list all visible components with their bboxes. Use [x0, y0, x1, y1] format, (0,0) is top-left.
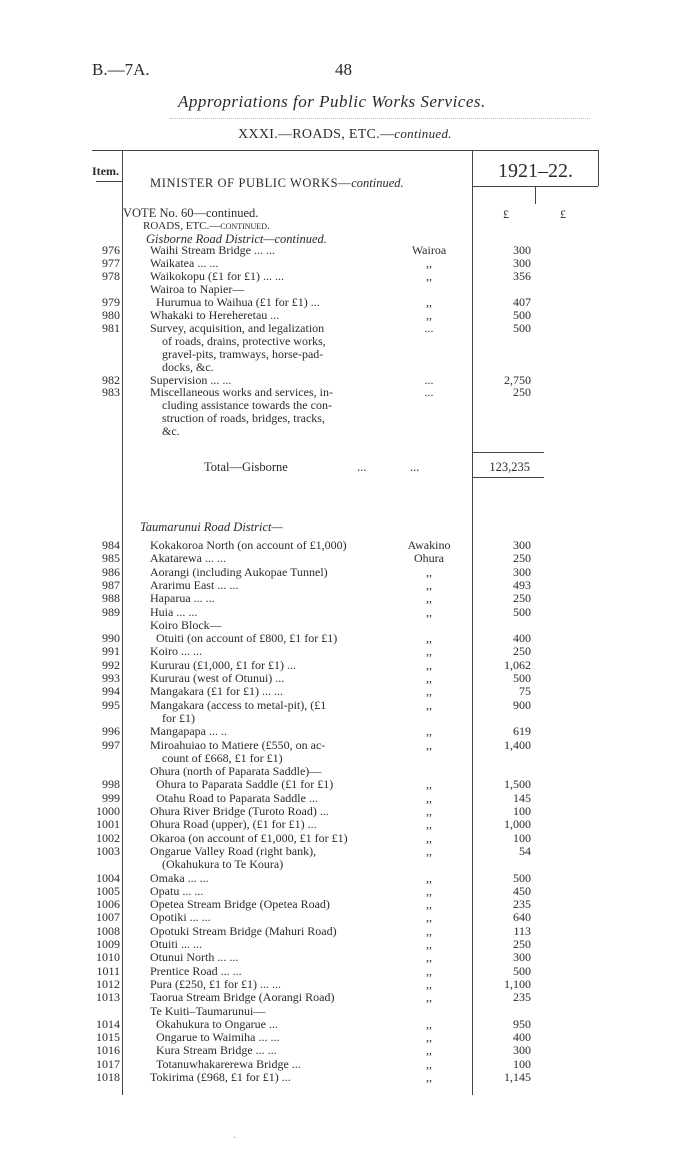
- table-row: [0, 632, 700, 644]
- item-location: ,,: [426, 724, 432, 739]
- item-description: Kokakoroa North (on account of £1,000): [150, 538, 347, 552]
- table-row: [0, 579, 700, 591]
- item-number: 1014: [96, 1016, 120, 1031]
- table-row: [0, 270, 700, 282]
- item-amount: 450: [513, 883, 531, 898]
- table-row: [0, 872, 700, 884]
- item-location: ,,: [426, 976, 432, 991]
- year-box-right-edge: [598, 150, 599, 186]
- item-number: 1015: [96, 1030, 120, 1045]
- item-amount: 900: [513, 697, 531, 712]
- table-row: [0, 399, 700, 411]
- item-description: Ohura (north of Paparata Saddle)—: [150, 764, 322, 779]
- item-amount: 300: [513, 950, 531, 965]
- item-amount: 300: [513, 255, 531, 270]
- item-number: 980: [102, 307, 120, 322]
- ministry-text: MINISTER OF PUBLIC WORKS—: [150, 176, 352, 190]
- table-row: [0, 606, 700, 618]
- item-amount: 500: [513, 307, 531, 322]
- table-row: [0, 858, 700, 870]
- item-description: Ohura to Paparata Saddle (£1 for £1): [156, 777, 334, 792]
- footnote-mark: ·: [233, 1133, 237, 1144]
- table-row: [0, 619, 700, 631]
- table-row: [0, 1058, 700, 1070]
- item-location: ,,: [426, 684, 432, 699]
- item-description: Mangapapa ... ..: [150, 724, 227, 739]
- table-row: [0, 1005, 700, 1017]
- item-description: Haparua ... ...: [150, 591, 215, 606]
- table-row: [0, 539, 700, 551]
- item-location: ,,: [426, 1070, 432, 1084]
- table-row: [0, 765, 700, 777]
- item-amount: 400: [513, 631, 531, 646]
- item-description: Miscellaneous works and services, in-: [150, 385, 333, 400]
- table-row: [0, 257, 700, 269]
- item-description: Te Kuiti–Taumarunui—: [150, 1003, 266, 1018]
- table-row: [0, 1018, 700, 1030]
- table-row: [0, 592, 700, 604]
- item-description: Waikokopu (£1 for £1) ... ...: [150, 268, 285, 283]
- item-location: ,,: [426, 671, 432, 685]
- item-description: Aorangi (including Aukopae Tunnel): [150, 564, 328, 579]
- table-row: [0, 898, 700, 910]
- item-amount: 407: [513, 294, 531, 309]
- item-number: 991: [102, 644, 120, 659]
- year-heading: 1921–22.: [498, 160, 573, 182]
- item-description: Waikatea ... ...: [150, 255, 219, 270]
- table-row: [0, 361, 700, 373]
- item-description: for £1): [162, 710, 195, 725]
- item-description: cluding assistance towards the con-: [162, 398, 332, 413]
- item-description: Koiro ... ...: [150, 644, 202, 659]
- item-number: 995: [102, 697, 120, 712]
- item-description: Opotuki Stream Bridge (Mahuri Road): [150, 923, 337, 938]
- ministry-heading: [150, 176, 404, 191]
- table-row: [0, 965, 700, 977]
- item-location: ,,: [426, 883, 432, 898]
- item-number: 978: [102, 268, 120, 283]
- item-description: Supervision ... ...: [150, 372, 232, 387]
- table-row: [0, 832, 700, 844]
- item-column-heading: Item.: [92, 164, 119, 178]
- item-amount: 100: [513, 830, 531, 845]
- table-row: [0, 792, 700, 804]
- item-number: 1017: [96, 1056, 120, 1071]
- item-amount: 1,100: [504, 976, 531, 991]
- item-amount: 145: [513, 790, 531, 805]
- item-number: 988: [102, 591, 120, 606]
- table-row: [0, 725, 700, 737]
- table-row: [0, 386, 700, 398]
- item-description: Okaroa (on account of £1,000, £1 for £1): [150, 830, 348, 845]
- item-amount: 500: [513, 604, 531, 619]
- item-number: 999: [102, 790, 120, 805]
- item-number: 1016: [96, 1043, 120, 1058]
- item-number: 977: [102, 255, 120, 270]
- gisborne-total-amount: 123,235: [489, 460, 530, 474]
- item-description: Okahukura to Ongarue ...: [156, 1016, 278, 1031]
- table-row: [0, 244, 700, 256]
- item-location: ,,: [426, 591, 432, 606]
- item-number: 1002: [96, 830, 120, 845]
- item-location: ,,: [426, 1016, 432, 1031]
- item-amount: 400: [513, 1030, 531, 1045]
- item-location: ,,: [426, 1030, 432, 1045]
- item-location: ,,: [426, 870, 432, 885]
- item-number: 1018: [96, 1070, 120, 1084]
- item-amount: 250: [513, 644, 531, 659]
- item-location: ,,: [426, 294, 432, 309]
- table-row: [0, 412, 700, 424]
- item-number: 983: [102, 385, 120, 400]
- item-location: ,,: [426, 830, 432, 845]
- table-row: [0, 818, 700, 830]
- item-description: Totanuwhakarerewa Bridge ...: [156, 1056, 301, 1071]
- item-description: struction of roads, bridges, tracks,: [162, 411, 325, 426]
- item-description: Otuiti ... ...: [150, 937, 203, 951]
- item-description: Kururau (west of Otunui) ...: [150, 671, 285, 685]
- table-row: [0, 885, 700, 897]
- item-number: 989: [102, 604, 120, 619]
- item-location: ,,: [426, 990, 432, 1005]
- item-number: 1001: [96, 817, 120, 832]
- item-description: gravel-pits, tramways, horse-pad-: [162, 346, 324, 361]
- item-number: 993: [102, 671, 120, 685]
- item-location: ,,: [426, 697, 432, 712]
- item-location: ,,: [426, 843, 432, 858]
- item-description: Otuiti (on account of £800, £1 for £1): [156, 631, 338, 646]
- table-row: [0, 309, 700, 321]
- table-row: [0, 283, 700, 295]
- item-amount: 1,400: [504, 737, 531, 752]
- vote-heading: VOTE No. 60—continued.: [123, 206, 259, 220]
- item-number: 1009: [96, 937, 120, 951]
- currency-symbol-2: £: [560, 207, 566, 221]
- table-row: [0, 552, 700, 564]
- table-row: [0, 938, 700, 950]
- table-row: [0, 335, 700, 347]
- item-number: 987: [102, 577, 120, 592]
- item-number: 982: [102, 372, 120, 387]
- item-location: ,,: [426, 790, 432, 805]
- item-amount: 300: [513, 538, 531, 552]
- section-subtitle: [238, 126, 452, 143]
- item-amount: 300: [513, 564, 531, 579]
- item-location: ,,: [426, 657, 432, 672]
- item-number: 1011: [96, 963, 120, 978]
- item-amount: 300: [513, 243, 531, 257]
- item-amount: 54: [519, 843, 531, 858]
- item-location: ,,: [426, 564, 432, 579]
- item-description: Opotiki ... ...: [150, 910, 211, 925]
- item-description: Mangakara (access to metal-pit), (£1: [150, 697, 327, 712]
- table-row: [0, 1044, 700, 1056]
- item-description: Kura Stream Bridge ... ...: [156, 1043, 277, 1058]
- item-description: docks, &c.: [162, 359, 214, 374]
- item-location: ,,: [426, 255, 432, 270]
- item-description: Waihi Stream Bridge ... ...: [150, 243, 276, 257]
- item-description: Ongarue Valley Road (right bank),: [150, 843, 317, 858]
- item-location: ,,: [426, 923, 432, 938]
- item-amount: 950: [513, 1016, 531, 1031]
- item-amount: 250: [513, 937, 531, 951]
- item-amount: 1,062: [504, 657, 531, 672]
- item-description: Taorua Stream Bridge (Aorangi Road): [150, 990, 335, 1005]
- item-location: ,,: [426, 307, 432, 322]
- item-location: ,,: [426, 644, 432, 659]
- item-amount: 2,750: [504, 372, 531, 387]
- item-description: Mangakara (£1 for £1) ... ...: [150, 684, 283, 699]
- item-amount: 1,500: [504, 777, 531, 792]
- table-row: [0, 739, 700, 751]
- item-description: Opetea Stream Bridge (Opetea Road): [150, 897, 330, 912]
- roads-heading: [143, 220, 270, 232]
- item-description: Ararimu East ... ...: [150, 577, 239, 592]
- item-number: 981: [102, 320, 120, 335]
- table-row: [0, 951, 700, 963]
- item-amount: 1,000: [504, 817, 531, 832]
- item-description: Ongarue to Waimiha ... ...: [156, 1030, 280, 1045]
- item-amount: 1,145: [504, 1070, 531, 1084]
- currency-symbol-1: £: [503, 207, 509, 221]
- total-bottom-rule: [472, 477, 544, 478]
- item-description: Kururau (£1,000, £1 for £1) ...: [150, 657, 296, 672]
- item-amount: 100: [513, 804, 531, 818]
- item-description: Akatarewa ... ...: [150, 551, 226, 566]
- item-description: Whakaki to Hereheretau ...: [150, 307, 280, 322]
- item-amount: 300: [513, 1043, 531, 1058]
- table-row: [0, 685, 700, 697]
- item-description: Hurumua to Waihua (£1 for £1) ...: [156, 294, 320, 309]
- table-row: [0, 978, 700, 990]
- item-number: 994: [102, 684, 120, 699]
- item-description: Ohura River Bridge (Turoto Road) ...: [150, 804, 329, 818]
- item-number: 1004: [96, 870, 120, 885]
- table-row: [0, 645, 700, 657]
- item-number: 985: [102, 551, 120, 566]
- item-amount: 500: [513, 963, 531, 978]
- item-amount: 250: [513, 591, 531, 606]
- item-description: Ohura Road (upper), (£1 for £1) ...: [150, 817, 317, 832]
- item-location: ,,: [426, 804, 432, 818]
- item-description: Huia ... ...: [150, 604, 198, 619]
- total-dots-1: ...: [357, 460, 367, 474]
- item-number: 1008: [96, 923, 120, 938]
- ministry-continued: continued.: [351, 176, 404, 190]
- item-location: ,,: [426, 1056, 432, 1071]
- item-number: 998: [102, 777, 120, 792]
- item-amount: 75: [519, 684, 531, 699]
- item-location: ,,: [426, 268, 432, 283]
- item-amount: 235: [513, 990, 531, 1005]
- item-number: 1012: [96, 976, 120, 991]
- table-row: [0, 699, 700, 711]
- table-row: [0, 1071, 700, 1083]
- item-amount: 493: [513, 577, 531, 592]
- amount-subdivider: [535, 186, 536, 204]
- item-location: ,,: [426, 950, 432, 965]
- item-location: ,,: [426, 737, 432, 752]
- item-number: 990: [102, 631, 120, 646]
- item-location: ,,: [426, 604, 432, 619]
- table-row: [0, 778, 700, 790]
- table-row: [0, 991, 700, 1003]
- item-description: Prentice Road ... ...: [150, 963, 242, 978]
- item-description: Otunui North ... ...: [150, 950, 239, 965]
- item-location: Ohura: [414, 551, 444, 566]
- table-row: [0, 911, 700, 923]
- page-number: 48: [335, 60, 352, 79]
- item-location: ,,: [426, 577, 432, 592]
- title-rule: [170, 118, 590, 119]
- item-amount: 500: [513, 320, 531, 335]
- item-amount: 100: [513, 1056, 531, 1071]
- item-amount: 500: [513, 870, 531, 885]
- item-amount: 113: [513, 923, 531, 938]
- item-location: ,,: [426, 817, 432, 832]
- item-number: 976: [102, 243, 120, 257]
- gisborne-district-heading: Gisborne Road District—continued.: [146, 232, 327, 246]
- item-description: &c.: [162, 424, 180, 439]
- table-row: [0, 752, 700, 764]
- total-dots-2: ...: [410, 460, 420, 474]
- item-amount: 250: [513, 385, 531, 400]
- table-row: [0, 322, 700, 334]
- item-number: 997: [102, 737, 120, 752]
- item-location: ,,: [426, 963, 432, 978]
- item-description: Omaka ... ...: [150, 870, 209, 885]
- item-location: ,,: [426, 631, 432, 646]
- item-number: 992: [102, 657, 120, 672]
- item-location: ,,: [426, 897, 432, 912]
- page-title: Appropriations for Public Works Services.: [178, 92, 486, 111]
- item-description: Koiro Block—: [150, 617, 222, 632]
- item-amount: 640: [513, 910, 531, 925]
- item-description: Miroahuiao to Matiere (£550, on ac-: [150, 737, 326, 752]
- header-rule: [92, 150, 598, 151]
- page-reference: B.—7A.: [92, 60, 150, 79]
- item-description: of roads, drains, protective works,: [162, 333, 326, 348]
- item-location: Awakino: [407, 538, 451, 552]
- item-location: ,,: [426, 1043, 432, 1058]
- item-amount: 500: [513, 671, 531, 685]
- subtitle-text: XXXI.—ROADS, ETC.—: [238, 127, 395, 142]
- item-location: ,,: [426, 910, 432, 925]
- item-location: Wairoa: [411, 243, 447, 257]
- table-row: [0, 845, 700, 857]
- table-row: [0, 348, 700, 360]
- item-heading-rule: [96, 181, 122, 182]
- item-number: 1006: [96, 897, 120, 912]
- item-location: ...: [424, 385, 434, 400]
- item-number: 984: [102, 538, 120, 552]
- item-description: (Okahukura to Te Koura): [162, 857, 284, 872]
- table-row: [0, 566, 700, 578]
- item-description: Pura (£250, £1 for £1) ... ...: [150, 976, 281, 991]
- item-number: 1013: [96, 990, 120, 1005]
- item-number: 986: [102, 564, 120, 579]
- item-number: 979: [102, 294, 120, 309]
- table-row: [0, 296, 700, 308]
- item-location: ...: [424, 320, 434, 335]
- item-number: 1010: [96, 950, 120, 965]
- item-description: Survey, acquisition, and legalization: [150, 320, 325, 335]
- item-amount: 356: [513, 268, 531, 283]
- table-row: [0, 374, 700, 386]
- table-row: [0, 1031, 700, 1043]
- item-location: ,,: [426, 777, 432, 792]
- table-row: [0, 712, 700, 724]
- item-description: Tokirima (£968, £1 for £1) ...: [150, 1070, 291, 1084]
- item-number: 1000: [96, 804, 120, 818]
- item-number: 1005: [96, 883, 120, 898]
- item-number: 996: [102, 724, 120, 739]
- item-description: Wairoa to Napier—: [150, 281, 245, 296]
- table-row: [0, 659, 700, 671]
- item-location: ,,: [426, 937, 432, 951]
- item-location: ...: [424, 372, 434, 387]
- item-amount: 250: [513, 551, 531, 566]
- item-number: 1003: [96, 843, 120, 858]
- item-amount: 619: [513, 724, 531, 739]
- item-number: 1007: [96, 910, 120, 925]
- item-description: Opatu ... ...: [150, 883, 204, 898]
- taumarunui-district-heading: Taumarunui Road District—: [140, 520, 283, 534]
- table-row: [0, 425, 700, 437]
- item-description: Otahu Road to Paparata Saddle ...: [156, 790, 318, 805]
- item-amount: 235: [513, 897, 531, 912]
- total-top-rule: [472, 452, 544, 453]
- subtitle-continued: continued.: [394, 126, 452, 141]
- item-description: count of £668, £1 for £1): [162, 750, 283, 765]
- table-row: [0, 805, 700, 817]
- table-row: [0, 925, 700, 937]
- gisborne-total-label: Total—Gisborne: [204, 460, 288, 474]
- roads-heading-text: ROADS, ETC.—continued.: [143, 220, 270, 232]
- table-row: [0, 672, 700, 684]
